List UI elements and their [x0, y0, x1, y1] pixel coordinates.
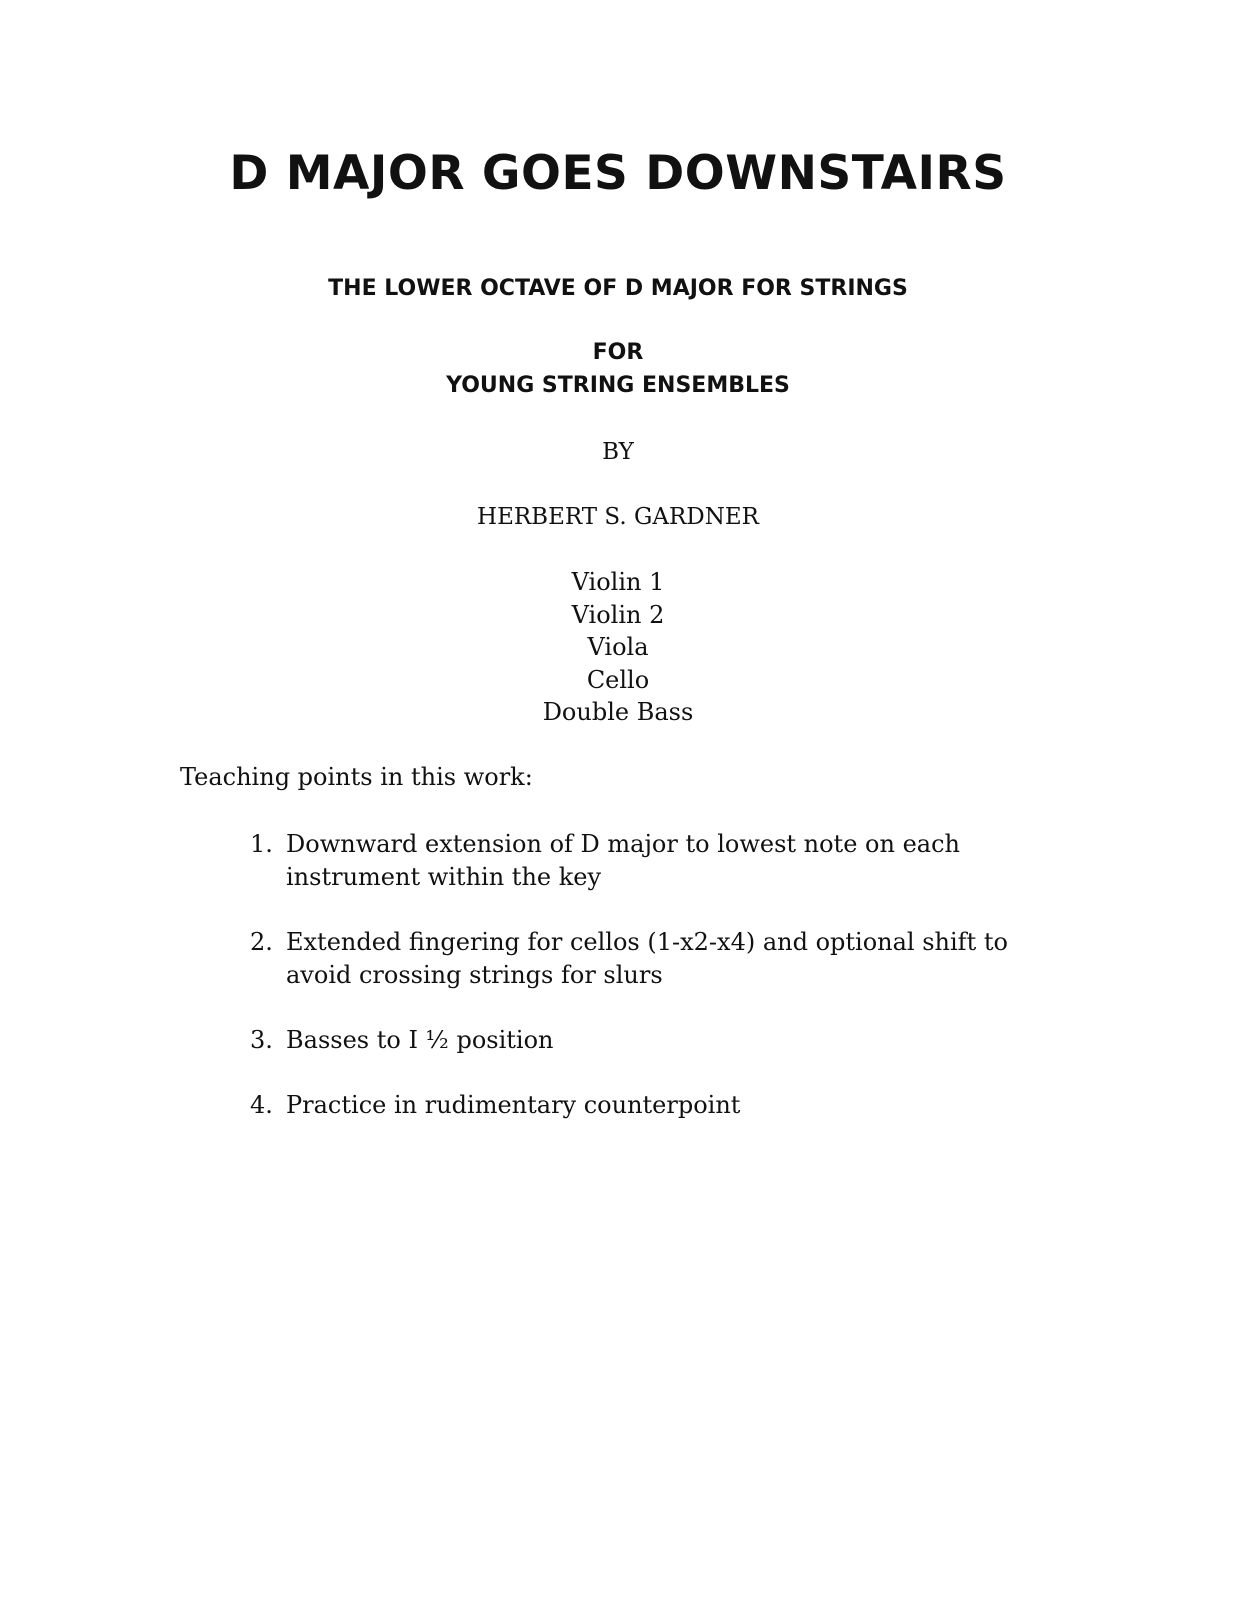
instrument-list: [0, 566, 1236, 729]
instrument-item: Violin 2: [571, 600, 665, 629]
for-label: FOR: [592, 340, 644, 365]
by-label: BY: [602, 439, 634, 465]
teaching-point: [250, 828, 1050, 894]
teaching-point: [250, 1089, 1050, 1122]
teaching-point-line: Extended fingering for cellos (1-x2-x4) and optional shift to: [286, 928, 1008, 956]
teaching-point: [250, 1024, 1050, 1057]
page-title: D MAJOR GOES DOWNSTAIRS: [229, 146, 1007, 201]
teaching-point-text: [250, 1024, 1026, 1057]
teaching-point-line: Practice in rudimentary counterpoint: [286, 1091, 741, 1119]
teaching-point-line: instrument within the key: [286, 863, 602, 891]
instrument-item: Cello: [586, 665, 650, 694]
teaching-point-text: [250, 1089, 1026, 1122]
instrument-item: Violin 1: [571, 568, 665, 596]
instrument-item: Viola: [587, 633, 649, 661]
teaching-point-line: Basses to I ½ position: [286, 1026, 554, 1054]
teaching-point-text: [250, 926, 1026, 992]
subtitle: THE LOWER OCTAVE OF D MAJOR FOR STRINGS: [328, 276, 908, 301]
composer-name: HERBERT S. GARDNER: [477, 504, 759, 530]
teaching-point-number: 1.: [250, 830, 273, 858]
instrument-item: Double Bass: [542, 698, 694, 726]
teaching-heading: Teaching points in this work:: [180, 763, 533, 791]
teaching-point-number: 2.: [250, 928, 273, 956]
teaching-point-text: [250, 828, 1026, 894]
teaching-point-line: Downward extension of D major to lowest note on each: [286, 830, 960, 858]
teaching-point-number: 3.: [250, 1026, 273, 1054]
teaching-points-list: [250, 828, 1050, 1154]
teaching-point-line: avoid crossing strings for slurs: [286, 961, 663, 989]
ensemble-label: YOUNG STRING ENSEMBLES: [446, 373, 790, 398]
teaching-point-number: 4.: [250, 1091, 273, 1119]
teaching-point: [250, 926, 1050, 992]
